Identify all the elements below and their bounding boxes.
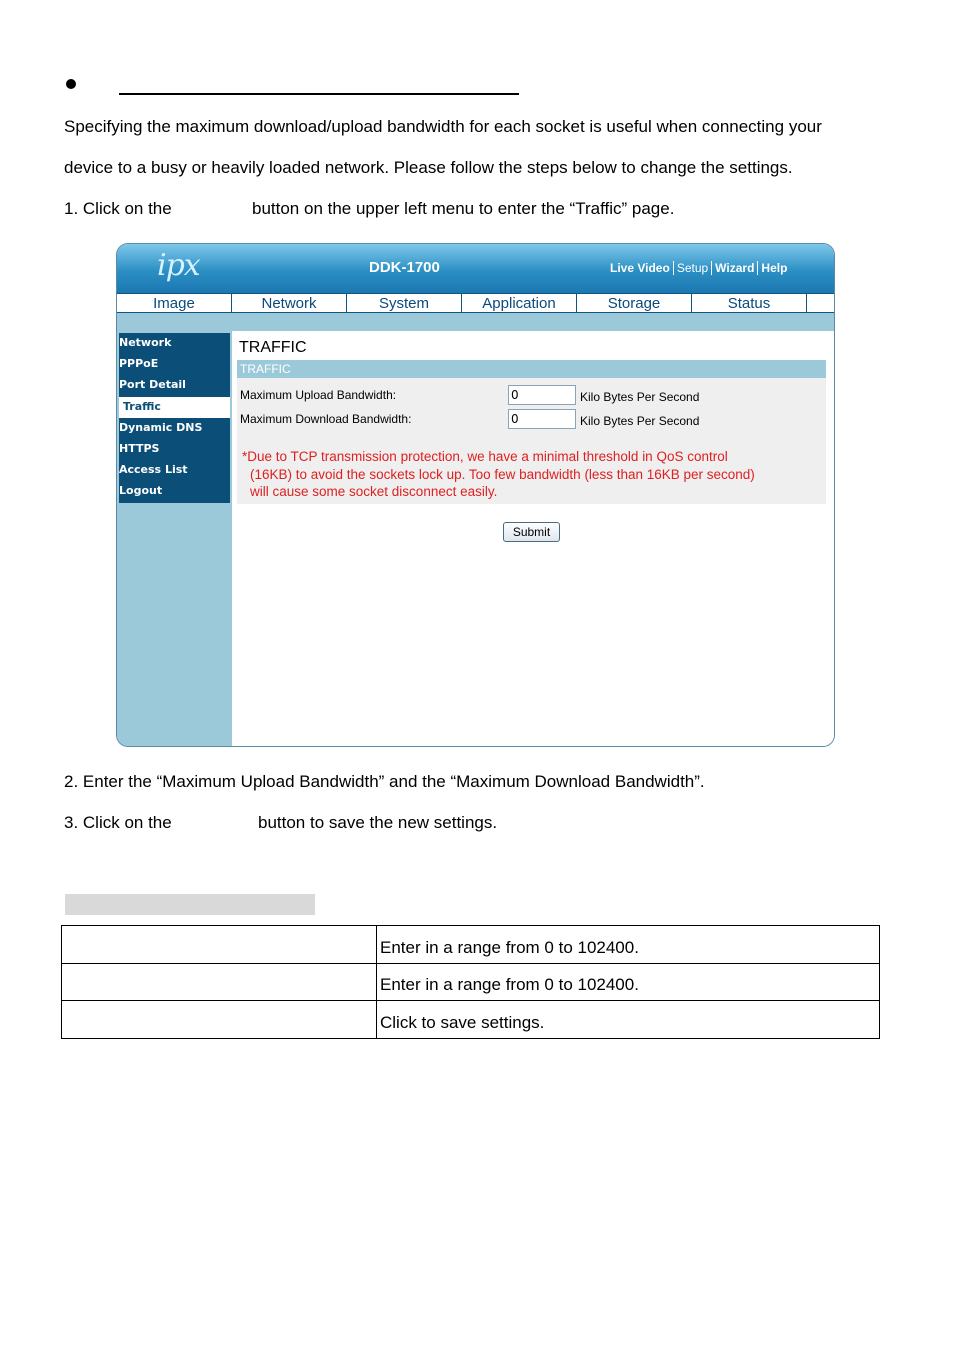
top-links [607, 261, 790, 275]
heading-underline [119, 93, 519, 95]
intro-line-1: Specifying the maximum download/upload bandwidth for each socket is useful when connecting your [64, 117, 822, 136]
sidebar-item-logout[interactable]: Logout [119, 484, 163, 498]
menu-image[interactable]: Image [117, 294, 232, 313]
upload-unit: Kilo Bytes Per Second [580, 390, 700, 404]
section-band: TRAFFIC [237, 360, 826, 378]
live-video-link[interactable]: Live Video [607, 261, 674, 275]
table-cell-key [62, 1001, 377, 1039]
intro-line-2: device to a busy or heavily loaded network. Please follow the steps below to change the settings. [64, 158, 793, 177]
sidebar-item-access-list[interactable]: Access List [119, 463, 188, 477]
warning-text [242, 448, 755, 501]
menu-storage[interactable]: Storage [577, 294, 692, 313]
traffic-form-panel [237, 378, 826, 504]
menu-system[interactable]: System [347, 294, 462, 313]
table-row [62, 963, 880, 1001]
sidebar-menu [119, 333, 230, 503]
download-bandwidth-input[interactable]: 0 [508, 409, 576, 429]
menu-status[interactable]: Status [692, 294, 807, 313]
step-3-suffix: button to save the new settings. [258, 813, 498, 832]
header-bar [117, 244, 834, 294]
step-1-suffix: button on the upper left menu to enter the “Traffic” page. [252, 199, 675, 218]
sidebar-item-network[interactable]: Network [119, 336, 172, 349]
table-cell-value: Enter in a range from 0 to 102400. [377, 963, 880, 1001]
submit-button[interactable]: Submit [503, 522, 560, 542]
sidebar-item-traffic[interactable]: Traffic [119, 397, 230, 418]
settings-reference-table [61, 925, 880, 1039]
table-row [62, 926, 880, 964]
upload-bandwidth-input[interactable]: 0 [508, 385, 576, 405]
table-cell-value: Click to save settings. [377, 1001, 880, 1039]
page-title: TRAFFIC [239, 339, 307, 356]
warning-line-3: will cause some socket disconnect easily. [250, 484, 498, 499]
warning-line-1: *Due to TCP transmission protection, we have a minimal threshold in QoS control [242, 449, 728, 464]
camera-web-ui-screenshot [116, 243, 835, 747]
menu-application[interactable]: Application [462, 294, 577, 313]
bullet-icon [66, 79, 76, 89]
sidebar-item-port-detail[interactable]: Port Detail [119, 378, 186, 392]
wizard-link[interactable]: Wizard [712, 261, 758, 275]
step-2: 2. Enter the “Maximum Upload Bandwidth” and the “Maximum Download Bandwidth”. [64, 772, 705, 791]
step-1-prefix: 1. Click on the [64, 199, 172, 218]
warning-line-2: (16KB) to avoid the sockets lock up. Too few bandwidth (less than 16KB per second) [250, 466, 755, 482]
menu-network[interactable]: Network [232, 294, 347, 313]
upload-label: Maximum Upload Bandwidth: [240, 388, 397, 402]
content-area [232, 331, 834, 747]
sidebar [117, 331, 232, 747]
table-cell-key [62, 926, 377, 964]
download-label: Maximum Download Bandwidth: [240, 412, 412, 426]
table-cell-value: Enter in a range from 0 to 102400. [377, 926, 880, 964]
table-cell-key [62, 963, 377, 1001]
download-unit: Kilo Bytes Per Second [580, 414, 700, 428]
model-name: DDK-1700 [369, 259, 440, 276]
help-link[interactable]: Help [761, 261, 788, 275]
sidebar-item-https[interactable]: HTTPS [119, 441, 160, 455]
table-row [62, 1001, 880, 1039]
sub-header-strip [117, 313, 834, 331]
step-3-prefix: 3. Click on the [64, 813, 172, 832]
ipx-logo: ipx [157, 248, 200, 283]
sidebar-item-pppoe[interactable]: PPPoE [119, 357, 159, 371]
main-menu [117, 294, 834, 313]
setup-link[interactable]: Setup [674, 261, 712, 275]
sidebar-item-dynamic-dns[interactable]: Dynamic DNS [119, 420, 203, 434]
table-caption-bar [65, 894, 315, 915]
